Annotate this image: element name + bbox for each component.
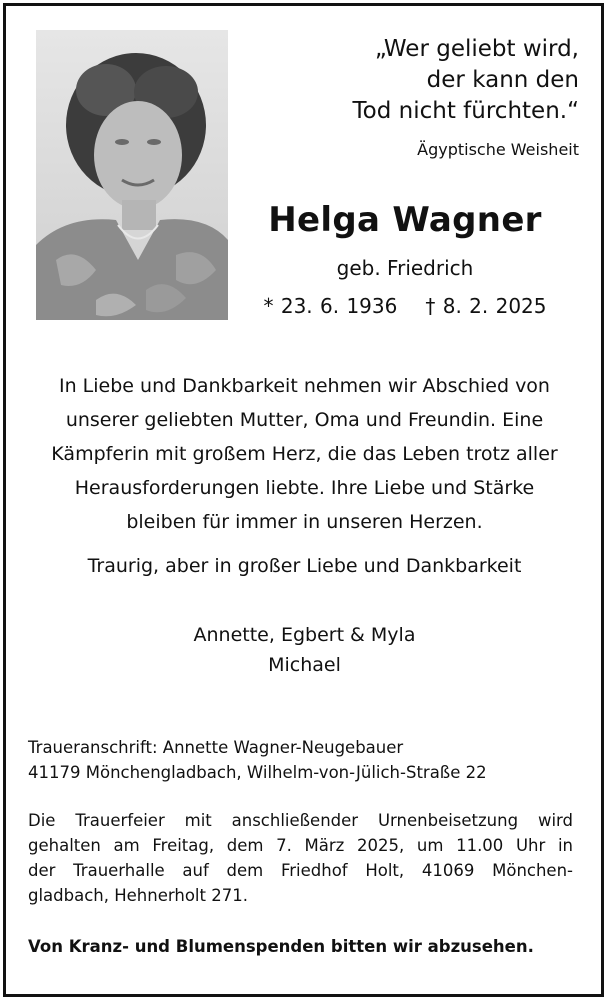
address-line: 41179 Mönchengladbach, Wilhelm-von-Jülich-Straße 22 xyxy=(28,763,487,782)
message-line: Herausforderungen liebte. Ihre Liebe und Stärke xyxy=(74,477,535,499)
mourning-address xyxy=(28,735,583,785)
ceremony-line: gladbach, Hehnerholt 271. xyxy=(28,886,248,905)
ceremony-info xyxy=(28,808,573,908)
quote xyxy=(249,34,579,127)
ceremony-line: der Trauerhalle auf dem Friedhof Holt, 41069 Mönchen- xyxy=(28,861,573,880)
mourners xyxy=(22,620,587,680)
birth-date: * 23. 6. 1936 xyxy=(263,294,398,318)
quote-line: „Wer geliebt wird, xyxy=(374,36,579,62)
life-dates xyxy=(240,294,570,318)
maiden-name: geb. Friedrich xyxy=(336,256,474,280)
quote-line: der kann den xyxy=(426,67,579,93)
message-line: Kämpferin mit großem Herz, die das Leben trotz aller xyxy=(51,443,558,465)
quote-source: Ägyptische Weisheit xyxy=(417,140,579,159)
death-date: † 8. 2. 2025 xyxy=(425,294,547,318)
message-line: In Liebe und Dankbarkeit nehmen wir Abschied von xyxy=(59,375,550,397)
address-line: Traueranschrift: Annette Wagner-Neugebauer xyxy=(28,738,404,757)
closing-line: Traurig, aber in großer Liebe und Dankbarkeit xyxy=(87,555,522,577)
flowers-note: Von Kranz- und Blumenspenden bitten wir abzusehen. xyxy=(28,937,534,956)
portrait-image xyxy=(36,30,228,320)
ceremony-line: gehalten am Freitag, dem 7. März 2025, um 11.00 Uhr in xyxy=(28,836,573,855)
message-line: unserer geliebten Mutter, Oma und Freundin. Eine xyxy=(65,409,544,431)
message-line: bleiben für immer in unseren Herzen. xyxy=(126,511,483,533)
mourner-line: Michael xyxy=(268,654,341,676)
deceased-name: Helga Wagner xyxy=(268,200,542,240)
portrait-photo xyxy=(36,30,228,320)
farewell-message xyxy=(22,369,587,539)
quote-line: Tod nicht fürchten.“ xyxy=(352,98,579,124)
ceremony-line: Die Trauerfeier mit anschließender Urnenbeisetzung wird xyxy=(28,811,573,830)
mourner-line: Annette, Egbert & Myla xyxy=(193,624,416,646)
